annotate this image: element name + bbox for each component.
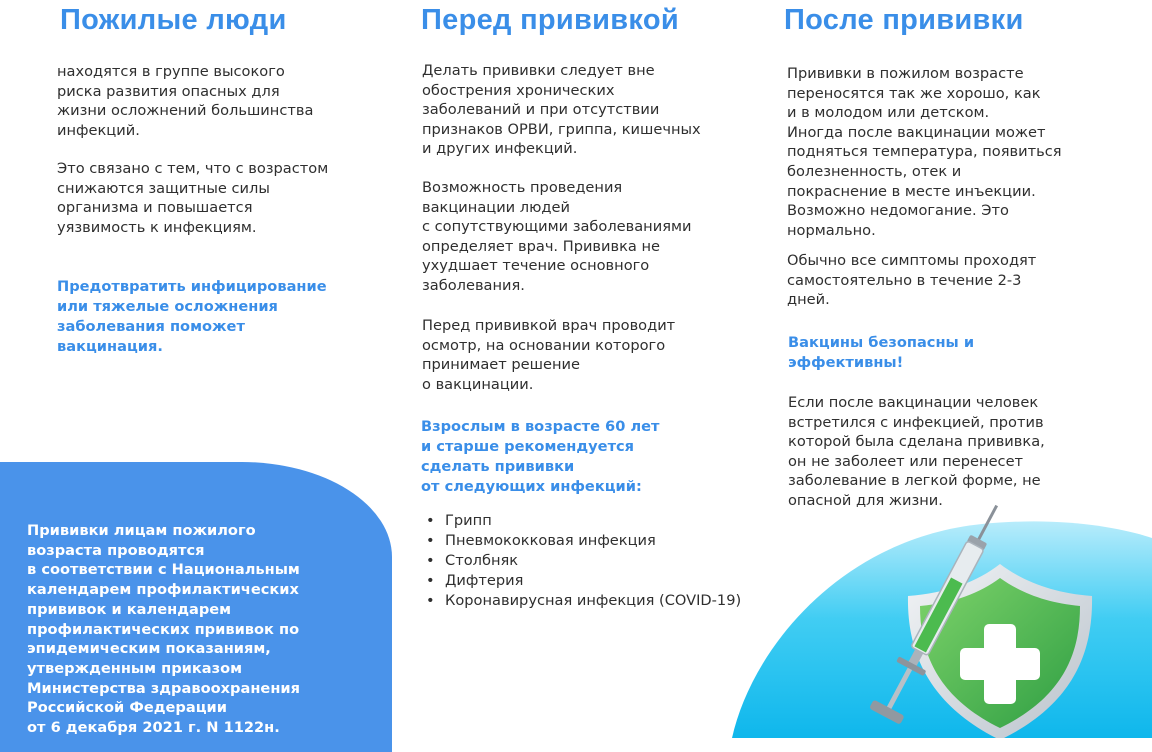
highlight-recommended-vaccines: Взрослым в возрасте 60 лет и старше рекомендуется сделать прививки от следующих инфекций: bbox=[421, 418, 660, 495]
paragraph-immunity: Это связано с тем, что с возрастом снижаются защитные силы организма и повышается уязвимость к инфекциям. bbox=[57, 160, 329, 236]
heading-after-vaccination: После прививки bbox=[784, 4, 1024, 36]
highlight-prevention: Предотвратить инфицирование или тяжелые осложнения заболевания поможет вакцинация. bbox=[57, 278, 327, 355]
paragraph-tolerance: Прививки в пожилом возрасте переносятся так же хорошо, как и в молодом или детском. Иногда после вакцинации может подняться температура, появиться болезненность, отек и покраснение в месте инъекции. Возможно недомогание. Это нормально. bbox=[787, 65, 1062, 239]
heading-elderly: Пожилые люди bbox=[60, 4, 287, 36]
calendar-info-text: Прививки лицам пожилого возраста проводятся в соответствии с Национальным календарем профилактических прививок и календарем профилактических прививок по эпидемическим показаниям, утвержденным приказом Министерства здравоохранения Российской Федерации от 6 декабря 2021 г. N 1122н. bbox=[27, 522, 300, 737]
paragraph-symptoms: Обычно все симптомы проходят самостоятельно в течение 2-3 дней. bbox=[787, 252, 1037, 309]
paragraph-examination: Перед прививкой врач проводит осмотр, на основании которого принимает решение о вакцинации. bbox=[422, 317, 676, 393]
heading-before-vaccination: Перед прививкой bbox=[421, 4, 679, 36]
list-item: • Пневмококковая инфекция bbox=[422, 531, 752, 551]
list-item: • Грипп bbox=[422, 511, 752, 531]
paragraph-risk: находятся в группе высокого риска развития опасных для жизни осложнений большинства инфекций. bbox=[57, 63, 314, 139]
paragraph-contraindications: Делать прививки следует вне обострения хронических заболеваний и при отсутствии признаков ОРВИ, гриппа, кишечных и других инфекций. bbox=[422, 62, 701, 158]
highlight-safe-vaccines: Вакцины безопасны и эффективны! bbox=[788, 334, 975, 371]
list-item: • Столбняк bbox=[422, 551, 752, 571]
list-item: • Коронавирусная инфекция (COVID-19) bbox=[422, 591, 752, 611]
list-item: • Дифтерия bbox=[422, 571, 752, 591]
paragraph-protection: Если после вакцинации человек встретился с инфекцией, против которой была сделана прививка, он не заболеет или перенесет заболевание в легкой форме, не опасной для жизни. bbox=[788, 394, 1045, 509]
paragraph-doctor-decision: Возможность проведения вакцинации людей с сопутствующими заболеваниями определяет врач. Прививка не ухудшает течение основного заболевания. bbox=[422, 179, 692, 294]
vaccine-illustration bbox=[732, 478, 1152, 738]
infection-list bbox=[422, 511, 752, 611]
shield-syringe-graphic bbox=[732, 478, 1152, 738]
